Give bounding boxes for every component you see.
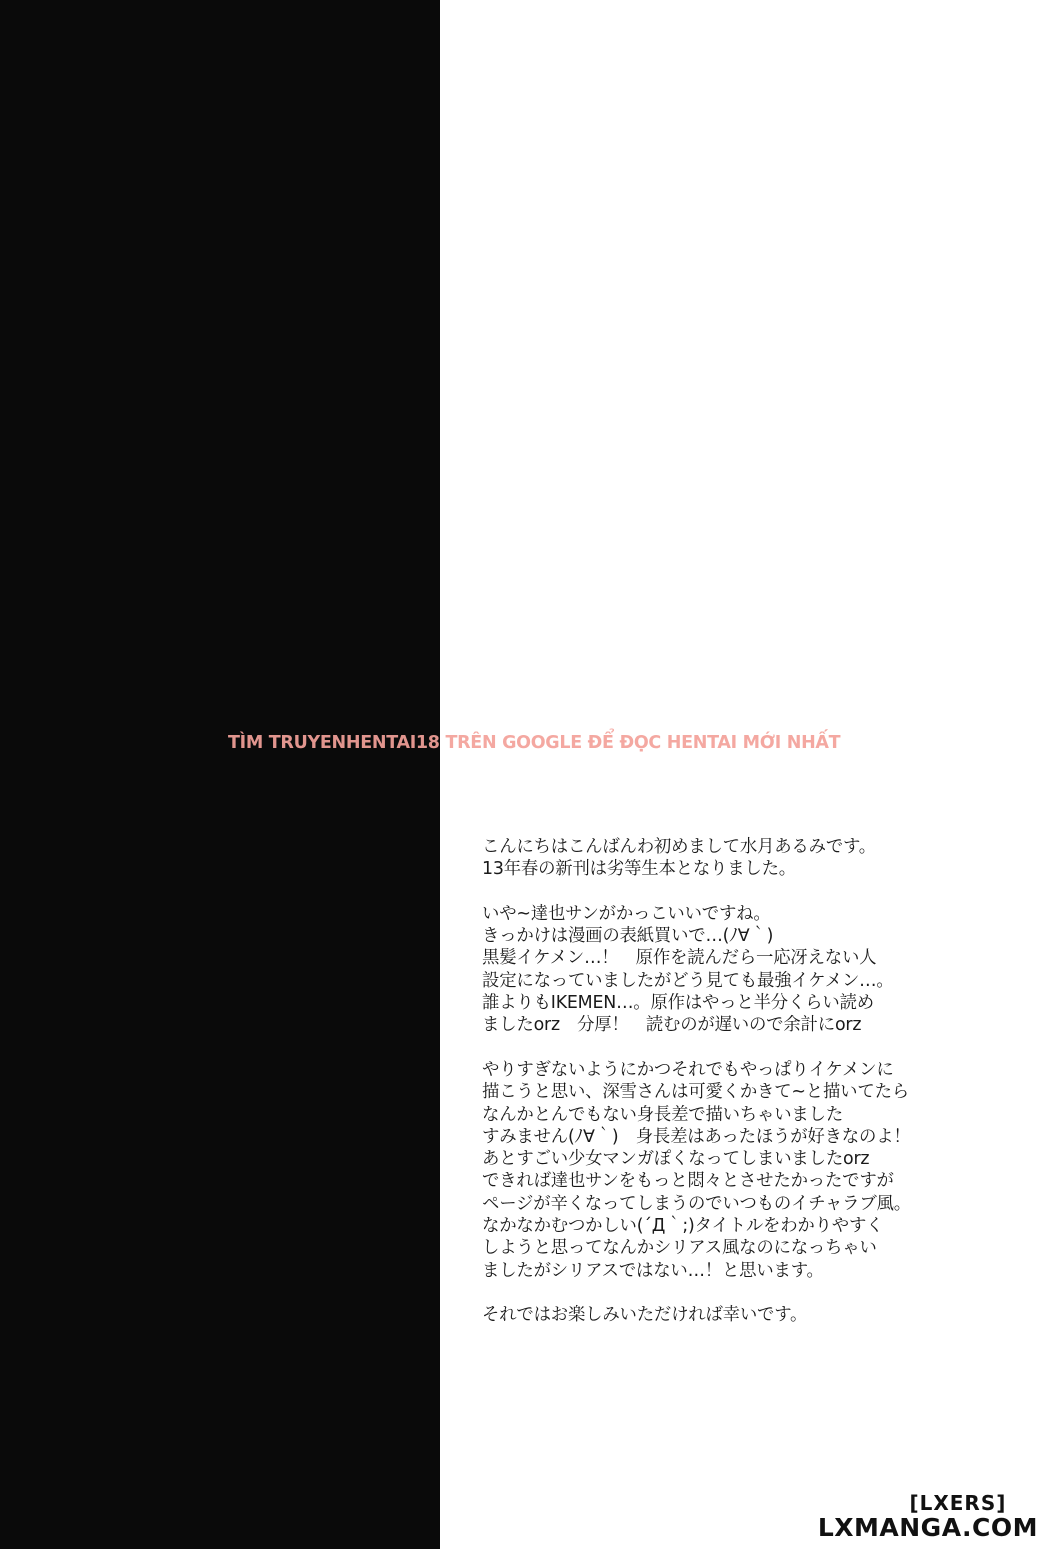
text-line: やりすぎないようにかつそれでもやっぱりイケメンに: [482, 1059, 894, 1080]
text-line: ましたorz 分厚！ 読むのが遅いので余計にorz: [482, 1015, 862, 1036]
text-line: 誰よりもIKEMEN…。原作はやっと半分くらい読め: [482, 993, 874, 1014]
text-line: こんにちはこんばんわ初めまして水月あるみです。: [482, 837, 876, 857]
text-line: しようと思ってなんかシリアス風なのになっちゃい: [482, 1238, 877, 1259]
text-line: すみません(ﾉ∀｀) 身長差はあったほうが好きなのよ！: [482, 1126, 911, 1147]
text-line: 描こうと思い、深雪さんは可愛くかきて~と描いてたら: [482, 1082, 909, 1103]
black-panel: [0, 0, 440, 1549]
text-line: 13年春の新刊は劣等生本となりました。: [482, 859, 796, 880]
text-line: 設定になっていましたがどう見ても最強イケメン…。: [482, 970, 894, 991]
text-line: あとすごい少女マンガぽくなってしまいましたorz: [482, 1149, 870, 1170]
watermark-text: TÌM TRUYENHENTAI18 TRÊN GOOGLE ĐỂ ĐỌC HENTAI MỚI NHẤT: [228, 733, 841, 753]
site-name: LXMANGA.COM: [817, 1513, 1038, 1542]
text-line: きっかけは漫画の表紙買いで…(ﾉ∀｀): [482, 926, 774, 947]
group-name: [LXERS]: [909, 1491, 1007, 1515]
text-line: ページが辛くなってしまうのでいつものイチャラブ風。: [482, 1193, 911, 1214]
text-line: それではお楽しみいただければ幸いです。: [482, 1305, 808, 1326]
text-line: 黒髪イケメン…！ 原作を読んだら一応冴えない人: [482, 948, 877, 969]
scanlation-credit: [818, 1492, 1038, 1542]
text-line: ましたがシリアスではない…！と思います。: [482, 1260, 824, 1281]
text-line: いや~達也サンがかっこいいですね。: [482, 903, 771, 924]
afterword-text: [482, 836, 1042, 1327]
text-line: できれば達也サンをもっと悶々とさせたかったですが: [482, 1171, 894, 1192]
text-line: なんかとんでもない身長差で描いちゃいました: [482, 1104, 844, 1125]
text-line: なかなかむつかしい(´Д｀;)タイトルをわかりやすく: [482, 1216, 884, 1237]
